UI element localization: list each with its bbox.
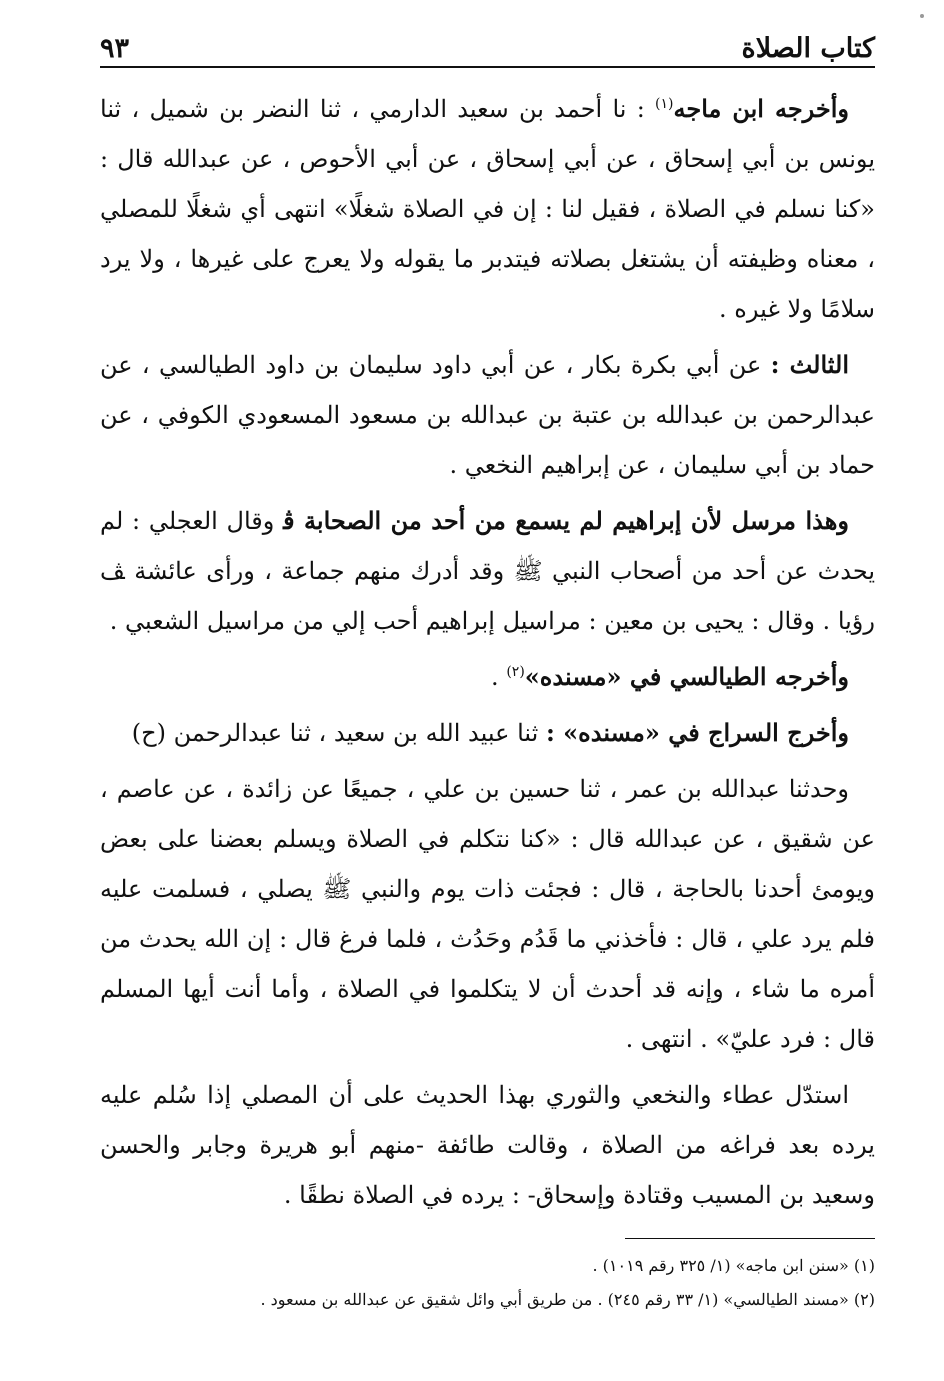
paragraph-third <box>100 340 875 490</box>
footnote-divider <box>625 1238 875 1239</box>
page-header <box>100 18 875 68</box>
paragraph-lead: وأخرج السراج في «مسنده» : <box>545 718 849 747</box>
paragraph-ibn-majah <box>100 84 875 334</box>
main-text <box>100 84 875 1220</box>
paragraph-lead: وهذا مرسل لأن إبراهيم لم يسمع من أحد من الصحابة ﭬ <box>283 506 849 535</box>
footnote-ref: (١) <box>655 96 674 112</box>
paragraph-text: : نا أحمد بن سعيد الدارمي ، ثنا النضر بن شميل ، ثنا يونس بن أبي إسحاق ، عن أبي إسحاق ، عن أبي الأحوص ، عن عبدالله قال : «كنا نسلم في الصلاة ، فقيل لنا : إن في الصلاة شغلًا» انتهى أي شغلًا للمصلي ، معناه وظيفته أن يشتغل بصلاته فيتدبر ما يقوله ولا يعرج على غيرها ، ولا يرد سلامًا ولا غيره . <box>100 95 875 323</box>
running-title: كتاب الصلاة <box>741 33 875 64</box>
paragraph-lead: وأخرجه ابن ماجه <box>673 94 849 123</box>
paragraph-lead: وأخرجه الطيالسي في «مسنده» <box>524 662 849 691</box>
paragraph-istidlal <box>100 1070 875 1220</box>
book-page <box>100 18 875 1317</box>
paragraph-mursal <box>100 496 875 646</box>
paragraph-text: استدّل عطاء والنخعي والثوري بهذا الحديث على أن المصلي إذا سُلم عليه يرده بعد فراغه من الصلاة ، وقالت طائفة -منهم أبو هريرة وجابر والحسن وسعيد بن المسيب وقتادة وإسحاق- : يرده في الصلاة نطقًا . <box>100 1081 875 1209</box>
paragraph-tayalisi <box>100 652 875 702</box>
footnote-2: (٢) «مسند الطيالسي» (١/ ٣٣ رقم ٢٤٥) . من طريق أبي وائل شقيق عن عبدالله بن مسعود . <box>260 1290 875 1309</box>
footnotes <box>100 1249 875 1317</box>
page-corner-mark <box>920 14 924 18</box>
footnote-1: (١) «سنن ابن ماجه» (١/ ٣٢٥ رقم ١٠١٩) . <box>592 1256 875 1275</box>
page-number: ٩٣ <box>100 33 130 64</box>
paragraph-text: ثنا عبيد الله بن سعيد ، ثنا عبدالرحمن (ح) <box>131 719 546 747</box>
paragraph-sarraj <box>100 708 875 758</box>
footnote-ref: (٢) <box>506 664 525 680</box>
paragraph-text: وحدثنا عبدالله بن عمر ، ثنا حسين بن علي ، جميعًا عن زائدة ، عن عاصم ، عن شقيق ، عن عبدالله قال : «كنا نتكلم في الصلاة ويسلم بعضنا على بعض ويومئ أحدنا بالحاجة ، قال : فجئت ذات يوم والنبي ﷺ يصلي ، فسلمت عليه فلم يرد علي ، قال : فأخذني ما قَدُم وحَدُث ، فلما فرغ قال : إن الله يحدث من أمره ما شاء ، وإنه قد أحدث أن لا يتكلموا في الصلاة ، وأما أنت أيها المسلم قال : فرد عليّ» . انتهى . <box>100 775 875 1053</box>
paragraph-text: عن أبي بكرة بكار ، عن أبي داود سليمان بن داود الطيالسي ، عن عبدالرحمن بن عبدالله بن عتبة بن عبدالله بن مسعود المسعودي الكوفي ، عن حماد بن أبي سليمان ، عن إبراهيم النخعي . <box>100 351 875 479</box>
paragraph-text: وقال العجلي : لم يحدث عن أحد من أصحاب النبي ﷺ وقد أدرك منهم جماعة ، ورأى عائشة ﭫ رؤيا . وقال : يحيى بن معين : مراسيل إبراهيم أحب إلي من مراسيل الشعبي . <box>100 507 875 635</box>
paragraph-lead: الثالث : <box>770 350 849 379</box>
paragraph-hadith <box>100 764 875 1064</box>
paragraph-text: . <box>491 663 507 691</box>
